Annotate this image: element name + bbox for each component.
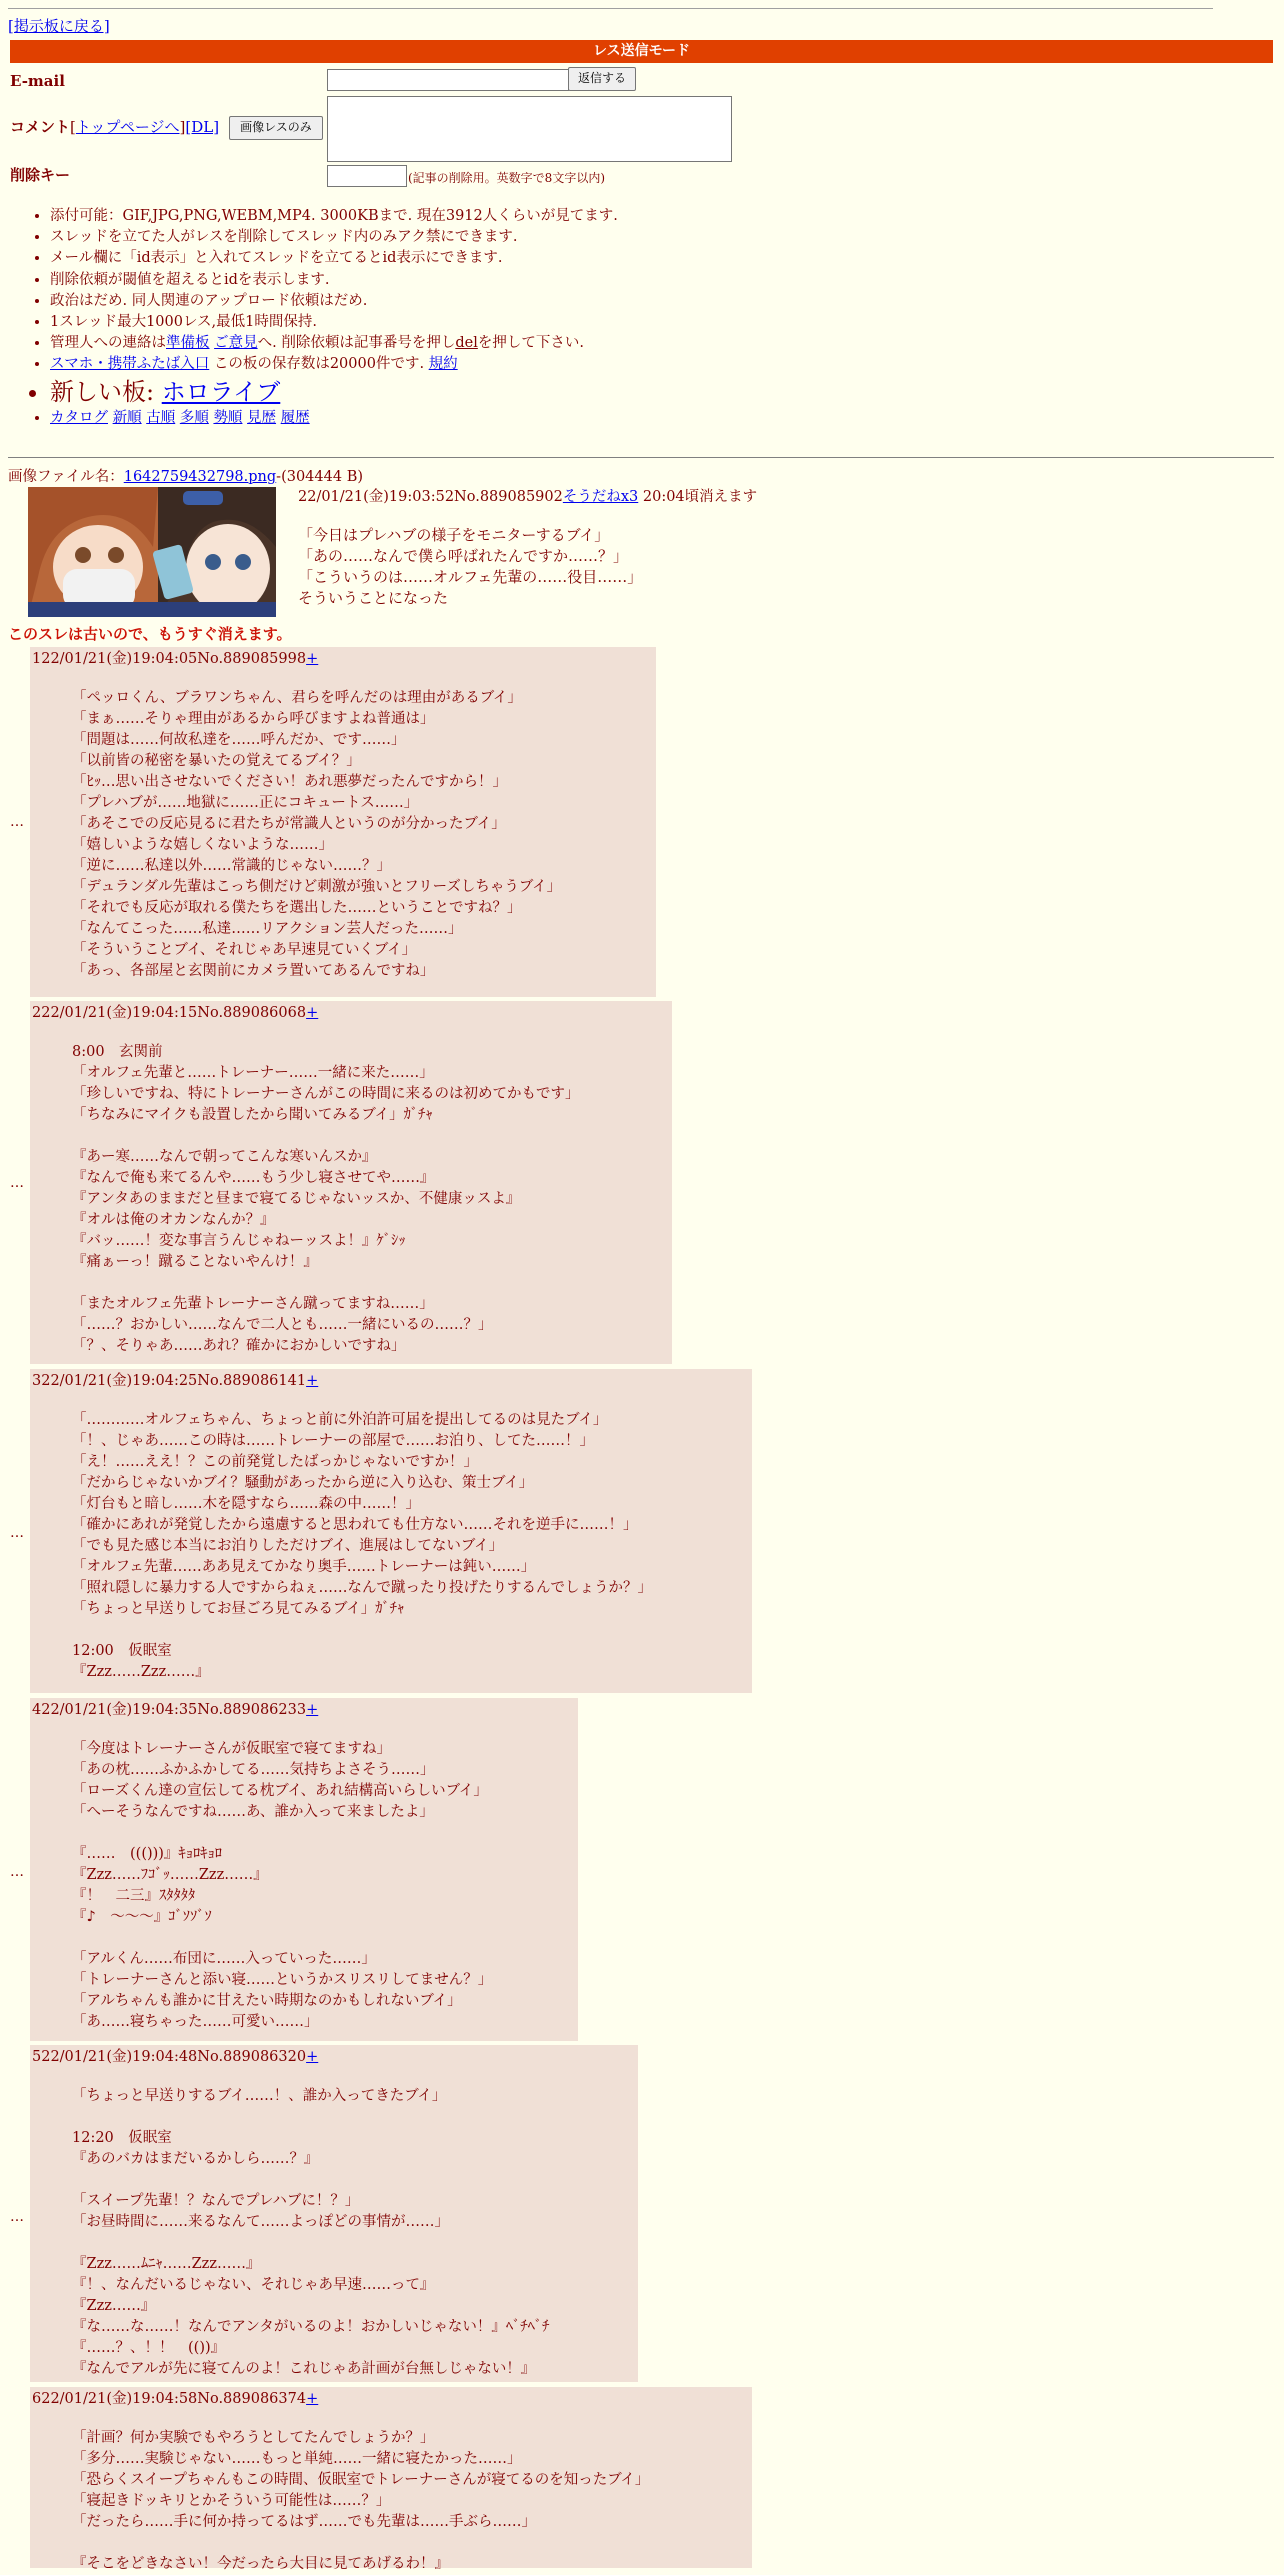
mobile-entry-link[interactable]: スマホ・携帯ふたば入口 [50, 356, 210, 373]
op-header: 22/01/21(金)19:03:52No.889085902そうだねx3 20:04頃消えます [298, 489, 758, 505]
delkey-label: 削除キー [10, 166, 71, 184]
back-to-board-link[interactable]: [掲示板に戻る] [8, 17, 110, 35]
reply-post [30, 2045, 638, 2382]
thumbnail-illustration [28, 487, 276, 617]
reply-plus-link[interactable]: + [306, 2049, 319, 2065]
sort-many-link[interactable]: 多順 [179, 409, 209, 426]
reply-post [30, 1369, 752, 1693]
reply-plus-link[interactable]: + [306, 651, 319, 667]
board-rules-list [10, 206, 618, 429]
rule-item: • 政治はだめ. 同人関連のアップロード依頼はだめ. [50, 291, 618, 312]
reply-body: 「ペッロくん、ブラワンちゃん、君らを呼んだのは理由があるブイ」 「まぁ……そりゃ理由があるから呼びますよね普通は」 「問題は……何故私達を……呼んだか、です……」 「以前皆の秘密を暴いたの覚えてるブイ？」 「ﾋｯ…思い出させないでください！あれ悪夢だったんですから！」 「プレハブが……地獄に……正にコキュートス……」 「あそこでの反応見るに君たちが常識人というのが分かったブイ」 「嬉しいような嬉しくないような……」 「逆に……私達以外……常識的じゃない……？」 「デュランダル先輩はこっち側だけど刺激が強いとフリーズしちゃうブイ」 「それでも反応が取れる僕たちを選出した……ということですね？」 「なんてこった……私達……リアクション芸人だった……」 「そういうことブイ、それじゃあ早速見ていくブイ」 「あっ、各部屋と玄関前にカメラ置いてあるんですね」 [72, 690, 562, 979]
comment-label-row: コメント[トップページへ][DL] [10, 118, 220, 136]
sort-momentum-link[interactable]: 勢順 [213, 409, 243, 426]
reply-header: 422/01/21(金)19:04:35No.889086233+ [32, 1702, 319, 1718]
image-only-button[interactable]: 画像レスのみ [229, 116, 323, 140]
bracket-open: [ [70, 118, 76, 136]
rule-item: • 削除依頼が閾値を超えるとidを表示します. [50, 270, 618, 291]
email-input[interactable] [327, 69, 569, 91]
rule-item: • 1スレッド最大1000レス,最低1時間保持. [50, 312, 618, 333]
catalog-link[interactable]: カタログ [50, 409, 108, 426]
section-divider [8, 457, 1274, 458]
submit-reply-button[interactable]: 返信する [568, 67, 636, 91]
reply-marker: … [10, 1864, 24, 1880]
rule-item-mobile: • スマホ・携帯ふたば入口 この板の保存数は20000件です. 規約 [50, 354, 618, 375]
top-divider [8, 8, 1213, 9]
op-file-info: 画像ファイル名：1642759432798.png-(304444 B) [8, 469, 364, 485]
rule-item: • メール欄に「id表示」と入れてスレッドを立てるとid表示にできます. [50, 248, 618, 269]
reply-post [30, 2387, 752, 2572]
prep-board-link[interactable]: 準備板 [166, 335, 210, 352]
soudane-link[interactable]: そうだねx3 [562, 489, 639, 505]
op-file-link[interactable]: 1642759432798.png [123, 469, 277, 485]
delkey-input[interactable] [327, 165, 407, 187]
reply-marker: … [10, 2209, 24, 2225]
reply-marker: … [10, 1525, 24, 1541]
dl-link[interactable]: [DL] [185, 118, 220, 136]
reply-plus-link[interactable]: + [306, 1702, 319, 1718]
rule-item: • 添付可能：GIF,JPG,PNG,WEBM,MP4. 3000KBまで. 現在3912人くらいが見てます. [50, 206, 618, 227]
reply-header: 122/01/21(金)19:04:05No.889085998+ [32, 651, 319, 667]
reply-header: 522/01/21(金)19:04:48No.889086320+ [32, 2049, 319, 2065]
reply-header: 222/01/21(金)19:04:15No.889086068+ [32, 1005, 319, 1021]
top-page-link[interactable]: トップページへ [75, 118, 180, 136]
reply-body: 「ちょっと早送りするブイ……！、誰か入ってきたブイ」 12:20 仮眠室 『あのバカはまだいるかしら……？』 「スイープ先輩！？なんでプレハブに！？」 「お昼時間に……来るなんて……よっぽどの事情が……」 『Zzz……ﾑﾆｬ……Zzz……』 『！、なんだいるじゃない、それじゃあ早速……って』 『Zzz……』 『な……な……！なんでアンタがいるのよ！おかしいじゃない！』ﾍﾞﾁﾍﾞﾁ 『……？、！！ (())』 『なんでアルが先に寝てんのよ！これじゃあ計画が台無しじゃない！』 [72, 2088, 550, 2377]
sort-old-link[interactable]: 古順 [146, 409, 176, 426]
old-thread-warning: このスレは古いので、もうすぐ消えます。 [8, 625, 292, 643]
reply-marker: … [10, 1175, 24, 1191]
delkey-note: (記事の削除用。英数字で8文字以内) [408, 171, 605, 185]
reply-header: 622/01/21(金)19:04:58No.889086374+ [32, 2391, 319, 2407]
reply-body: 「今度はトレーナーさんが仮眠室で寝てますね」 「あの枕……ふかふかしてる……気持ちよさそう……」 「ローズくん達の宣伝してる枕ブイ、あれ結構高いらしいブイ」 「へーそうなんですね……あ、誰か入って来ましたよ」 『…… ((()))』ｷｮﾛｷｮﾛ 『Zzz……ﾌｺﾞｯ……Zzz……』 『！ 二三』ｽﾀﾀﾀﾀ 『♪ ～～～』ｺﾞｿｿﾞｿ 「アルくん……布団に……入っていった……」 「トレーナーさんと添い寝……というかスリスリしてません？」 「アルちゃんも誰かに甘えたい時期なのかもしれないブイ」 「あ……寝ちゃった……可愛い……」 [72, 1741, 493, 2030]
comment-label: コメント [10, 118, 71, 136]
rule-item: • スレッドを立てた人がレスを削除してスレッド内のみアク禁にできます. [50, 227, 618, 248]
reply-marker: … [10, 814, 24, 830]
op-thumbnail-image[interactable] [28, 487, 276, 617]
terms-link[interactable]: 規約 [428, 356, 458, 373]
del-text: del [455, 335, 478, 352]
reply-header: 322/01/21(金)19:04:25No.889086141+ [32, 1373, 319, 1389]
rule-item-admin: • 管理人への連絡は準備板 ご意見へ. 削除依頼は記事番号を押しdelを押して下さい. [50, 333, 618, 354]
reply-plus-link[interactable]: + [306, 1005, 319, 1021]
mode-banner: レス送信モード [10, 40, 1273, 63]
reply-post [30, 647, 656, 997]
email-label: E-mail [10, 72, 65, 90]
sort-new-link[interactable]: 新順 [112, 409, 142, 426]
reply-post [30, 1698, 578, 2041]
feedback-link[interactable]: ご意見 [214, 335, 258, 352]
reply-post [30, 1001, 672, 1364]
view-history-link[interactable]: 見歴 [247, 409, 277, 426]
catalog-links-item [50, 408, 618, 429]
op-body: 「今日はプレハブの様子をモニターするブイ」 「あの……なんで僕ら呼ばれたんですか……？」 「こういうのは……オルフェ先輩の……役目……」 そういうことになった [298, 526, 643, 607]
hololive-board-link[interactable]: ホロライブ [161, 377, 281, 406]
reply-body: 「…………オルフェちゃん、ちょっと前に外泊許可届を提出してるのは見たブイ」 「！、じゃあ……この時は……トレーナーの部屋で……お泊り、してた……！」 「え！……ええ！？この前発覚したばっかじゃないですか！」 「だからじゃないかブイ？騒動があったから逆に入り込む、策士ブイ」 「灯台もと暗し……木を隠すなら……森の中……！」 「確かにあれが発覚したから遠慮すると思われても仕方ない……それを逆手に……！」 「でも見た感じ本当にお泊りしただけブイ、進展はしてないブイ」 「オルフェ先輩……ああ見えてかなり奥手……トレーナーは鈍い……」 「照れ隠しに暴力する人ですからねぇ……なんで蹴ったり投げたりするんでしょうか？」 「ちょっと早送りしてお昼ごろ見てみるブイ」ｶﾞﾁｬ 12:00 仮眠室 『Zzz……Zzz……』 [72, 1412, 652, 1680]
comment-textarea[interactable] [327, 96, 732, 162]
post-history-link[interactable]: 履歴 [280, 409, 310, 426]
reply-body: 「計画？何か実験でもやろうとしてたんでしょうか？」 「多分……実験じゃない……もっと単純……一緒に寝たかった……」 「恐らくスイープちゃんもこの時間、仮眠室でトレーナーさんが寝てるのを知ったブイ」 「寝起きドッキリとかそういう可能性は……？」 「だったら……手に何か持ってるはず……でも先輩は……手ぶら……」 『そこをどきなさい！今だったら大目に見てあげるわ！』 [72, 2430, 650, 2572]
reply-plus-link[interactable]: + [306, 2391, 319, 2407]
reply-plus-link[interactable]: + [306, 1373, 319, 1389]
new-board-item: • 新しい板: ホロライブ [50, 376, 618, 408]
reply-body: 8:00 玄関前 「オルフェ先輩と……トレーナー……一緒に来た……」 「珍しいですね、特にトレーナーさんがこの時間に来るのは初めてかもです」 「ちなみにマイクも設置したから聞いてみるブイ」ｶﾞﾁｬ 『あー寒……なんで朝ってこんな寒いんスか』 『なんで俺も来てるんや……もう少し寝させてや……』 『アンタあのままだと昼まで寝てるじゃないッスか、不健康ッスよ』 『オルは俺のオカンなんか？』 『バッ……！変な事言うんじゃねーッスよ！』ｹﾞｼｯ 『痛ぁーっ！蹴ることないやんけ！』 「またオルフェ先輩トレーナーさん蹴ってますね……」 「……？おかしい……なんで二人とも……一緒にいるの……？」 「？、そりゃあ……あれ？確かにおかしいですね」 [72, 1044, 580, 1354]
